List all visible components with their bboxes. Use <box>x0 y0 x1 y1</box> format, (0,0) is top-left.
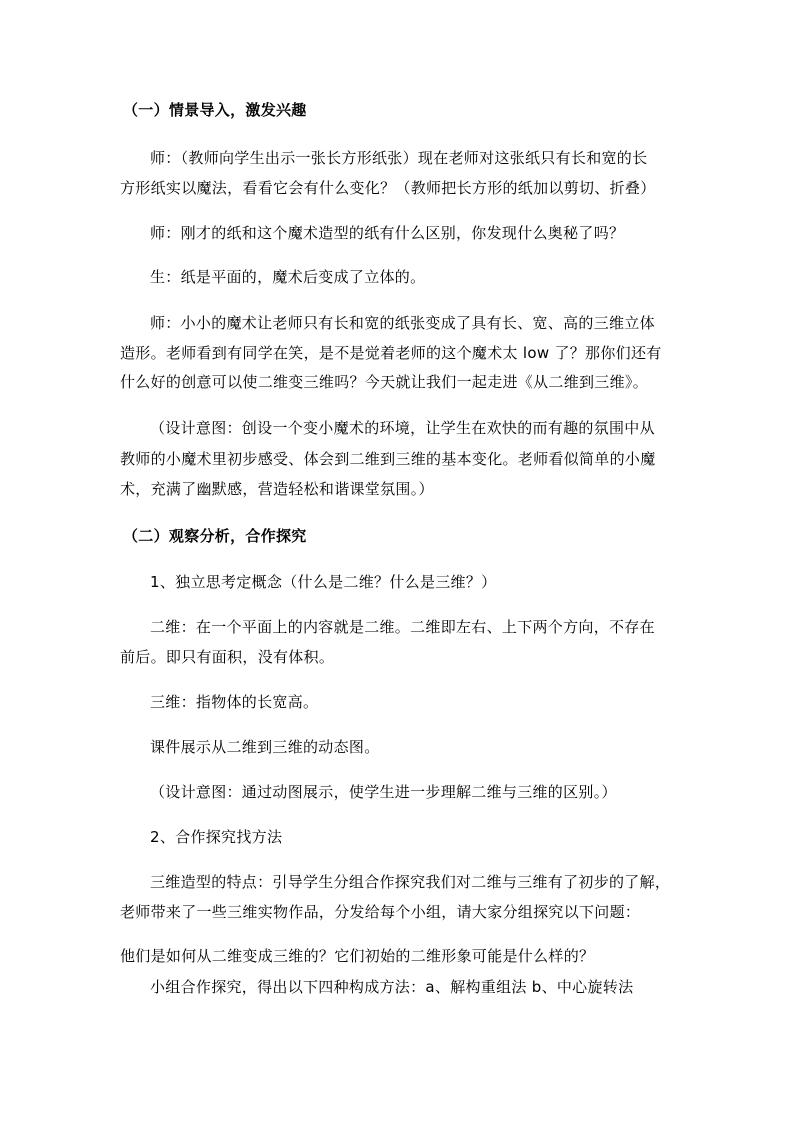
paragraph-line: 教师的小魔术里初步感受、体会到二维到三维的基本变化。老师看似简单的小魔 <box>120 450 656 468</box>
paragraph-line: 他们是如何从二维变成三维的？它们初始的二维形象可能是什么样的？ <box>120 947 595 965</box>
section-heading-2: （二）观察分析，合作探究 <box>123 527 307 545</box>
paragraph-line: 老师带来了一些三维实物作品，分发给每个小组，请大家分组探究以下问题： <box>120 903 641 921</box>
paragraph-line: 前后。即只有面积，没有体积。 <box>120 648 335 666</box>
section-heading-1: （一）情景导入，激发兴趣 <box>123 101 307 119</box>
paragraph-line: 生：纸是平面的，魔术后变成了立体的。 <box>150 268 426 286</box>
paragraph-line: 三维：指物体的长宽高。 <box>150 693 319 711</box>
paragraph-line: 二维：在一个平面上的内容就是二维。二维即左右、上下两个方向，不存在 <box>150 618 655 636</box>
paragraph-line: 1、独立思考定概念（什么是二维？什么是三维？） <box>150 573 497 591</box>
paragraph-line: 什么好的创意可以使二维变三维吗？今天就让我们一起走进《从二维到三维》。 <box>120 373 649 391</box>
paragraph-line: （设计意图：通过动图展示，使学生进一步理解二维与三维的区别。） <box>150 783 617 801</box>
paragraph-line: 造形。老师看到有同学在笑，是不是觉着老师的这个魔术太 low 了？那你们还有 <box>120 344 662 362</box>
paragraph-line: 课件展示从二维到三维的动态图。 <box>150 738 380 756</box>
paragraph-line: 师：（教师向学生出示一张长方形纸张）现在老师对这张纸只有长和宽的长 <box>150 149 648 167</box>
paragraph-line: （设计意图：创设一个变小魔术的环境，让学生在欢快的而有趣的氛围中从 <box>150 419 655 437</box>
paragraph-line: 2、合作探究找方法 <box>150 828 283 846</box>
paragraph-line: 师：刚才的纸和这个魔术造型的纸有什么区别，你发现什么奥秘了吗？ <box>150 224 625 242</box>
paragraph-line: 三维造型的特点：引导学生分组合作探究我们对二维与三维有了初步的了解， <box>150 873 671 891</box>
paragraph-line: 小组合作探究，得出以下四种构成方法：a、解构重组法 b、中心旋转法 <box>150 978 634 996</box>
paragraph-line: 师：小小的魔术让老师只有长和宽的纸张变成了具有长、宽、高的三维立体 <box>150 314 655 332</box>
paragraph-line: 方形纸实以魔法，看看它会有什么变化？（教师把长方形的纸加以剪切、折叠） <box>120 179 656 197</box>
paragraph-line: 术，充满了幽默感，营造轻松和谐课堂氛围。） <box>120 480 434 498</box>
